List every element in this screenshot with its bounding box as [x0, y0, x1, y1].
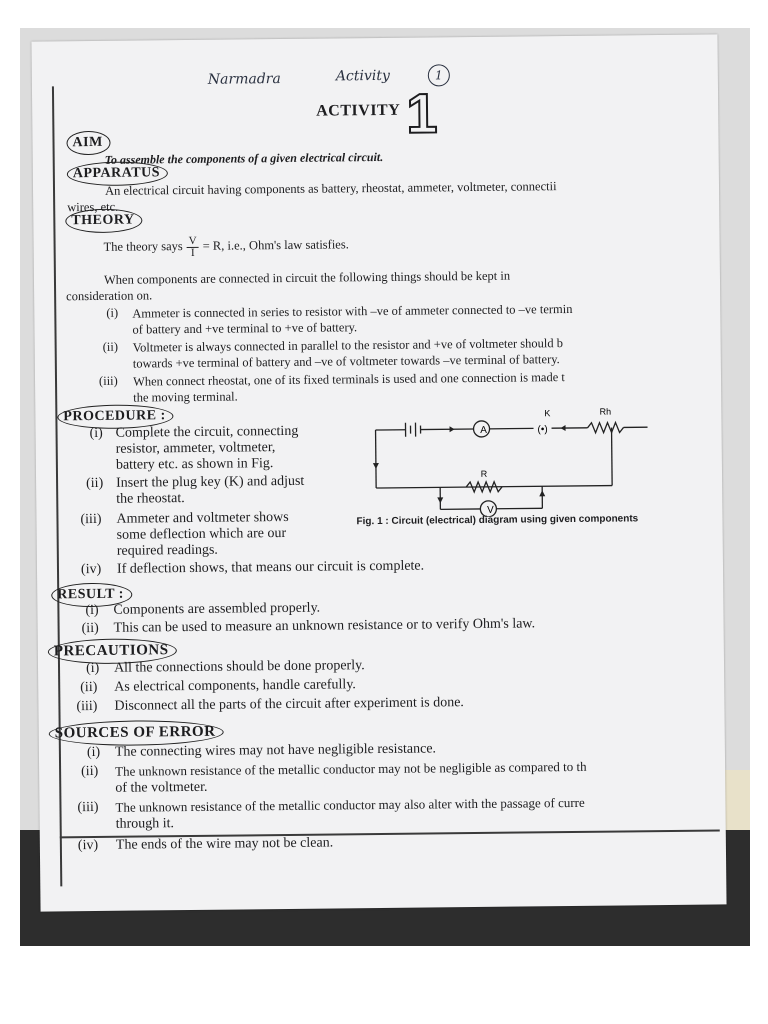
source-item-line: through it. — [115, 816, 175, 832]
result-heading: RESULT : — [57, 587, 124, 604]
activity-number: 1 — [405, 81, 438, 145]
procedure-item-line: the rheostat. — [116, 491, 185, 507]
theory-item-line: towards +ve terminal of battery and –ve of voltmeter towards –ve terminal of battery. — [132, 352, 560, 371]
theory-item-num: (ii) — [102, 339, 119, 354]
theory-item-line: of battery and +ve terminal to +ve of battery. — [132, 320, 358, 337]
figure-caption: Fig. 1 : Circuit (electrical) diagram using given components — [356, 513, 639, 528]
source-item-num: (iii) — [77, 799, 99, 816]
theory-when-1: When components are connected in circuit the following things should be kept in — [103, 268, 511, 287]
procedure-item-line: resistor, ammeter, voltmeter, — [115, 440, 276, 457]
theory-item-line: Voltmeter is always connected in parallel to the resistor and +ve of voltmeter should b — [132, 336, 564, 355]
margin-line — [52, 86, 62, 886]
apparatus-line-1: An electrical circuit having components as battery, rheostat, ammeter, voltmeter, connectii — [104, 179, 557, 198]
source-item-num: (iv) — [77, 837, 99, 854]
precaution-item-num: (iii) — [76, 698, 98, 715]
ammeter-label: A — [480, 424, 487, 436]
theory-when-2: consideration on. — [66, 288, 153, 304]
voltmeter-label: V — [487, 504, 494, 516]
procedure-item-num: (iii) — [80, 511, 102, 528]
sources-heading: SOURCES OF ERROR — [55, 724, 216, 743]
result-item-num: (ii) — [81, 620, 99, 637]
theory-item-num: (iii) — [98, 373, 118, 388]
source-item-line: The connecting wires may not have negligible resistance. — [114, 741, 437, 760]
procedure-heading: PROCEDURE : — [63, 408, 166, 425]
source-item-line: The unknown resistance of the metallic conductor may also alter with the passage of curre — [115, 794, 585, 815]
source-item-num: (i) — [86, 744, 101, 761]
theory-item-num: (i) — [106, 305, 119, 320]
procedure-item-num: (iv) — [80, 561, 102, 578]
procedure-item-line: required readings. — [116, 542, 218, 559]
aim-heading: AIM — [72, 135, 102, 151]
key-label: K — [544, 408, 551, 419]
procedure-item-line: some deflection which are our — [116, 525, 287, 543]
procedure-item-num: (i) — [89, 425, 103, 442]
apparatus-heading: APPARATUS — [73, 165, 160, 182]
aim-text: To assemble the components of a given electrical circuit. — [104, 149, 384, 167]
result-item-num: (i) — [85, 602, 99, 619]
apparatus-line-2: wires, etc. — [67, 199, 119, 215]
source-item-num: (ii) — [81, 763, 99, 780]
rheostat-label: Rh — [599, 406, 612, 417]
theory-heading: THEORY — [71, 213, 134, 230]
handwritten-name: Narmadra — [207, 71, 281, 88]
procedure-item-line: If deflection shows, that means our circuit is complete. — [116, 558, 425, 577]
precaution-item-num: (i) — [85, 660, 100, 677]
procedure-item-line: battery etc. as shown in Fig. — [115, 456, 274, 473]
handwritten-activity: Activity — [335, 67, 390, 85]
precaution-item: Disconnect all the parts of the circuit after experiment is done. — [114, 695, 464, 714]
source-item-line: The ends of the wire may not be clean. — [115, 835, 334, 853]
theory-item-line: When connect rheostat, one of its fixed terminals is used and one connection is made t — [132, 370, 565, 389]
theory-formula: The theory says $\frac{V}{I}$ = R, i.e., Ohm's law satisfies. — [103, 234, 349, 259]
procedure-item-num: (ii) — [86, 475, 104, 492]
resistor-label: R — [480, 468, 488, 479]
result-item: This can be used to measure an unknown resistance or to verify Ohm's law. — [113, 616, 536, 636]
procedure-item-line: Complete the circuit, connecting — [115, 423, 299, 441]
precaution-item: All the connections should be done properly. — [113, 658, 365, 676]
theory-item-line: the moving terminal. — [133, 389, 238, 405]
worksheet-page — [31, 34, 726, 911]
handwritten-circled-number: 1 — [428, 64, 450, 86]
precautions-heading: PRECAUTIONS — [54, 642, 169, 660]
procedure-item-line: Ammeter and voltmeter shows — [116, 509, 289, 527]
procedure-item-line: Insert the plug key (K) and adjust — [116, 473, 305, 491]
source-item-line: of the voltmeter. — [115, 779, 208, 796]
theory-item-line: Ammeter is connected in series to resistor with –ve of ammeter connected to –ve termin — [132, 301, 573, 321]
plug-key-symbol: (•) — [537, 424, 548, 436]
activity-title: ACTIVITY — [316, 101, 401, 120]
result-item: Components are assembled properly. — [113, 600, 321, 618]
circuit-diagram — [365, 405, 666, 518]
source-item-line: The unknown resistance of the metallic conductor may not be negligible as compared to th — [115, 758, 587, 779]
precaution-item: As electrical components, handle carefully. — [114, 677, 356, 695]
precaution-item-num: (ii) — [80, 679, 98, 696]
